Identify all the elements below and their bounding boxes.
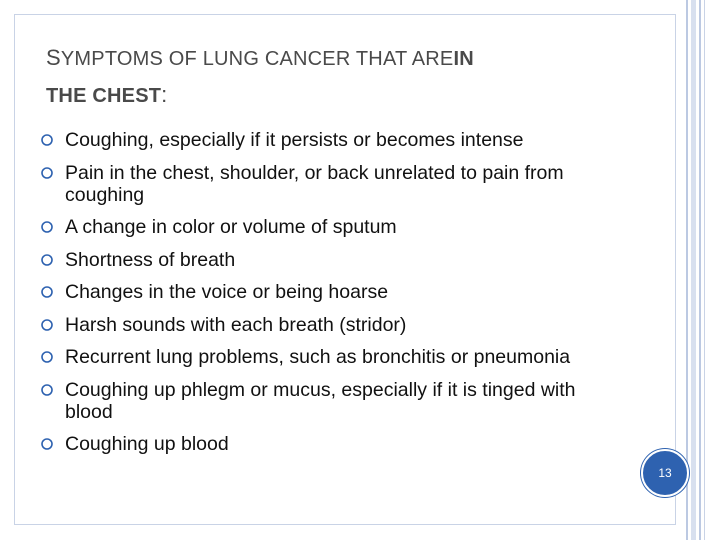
title-line-2: THE CHEST: [46, 82, 168, 107]
ring-bullet-icon [40, 350, 54, 364]
slide-number: 13 [658, 466, 672, 480]
slide-title [46, 40, 646, 114]
ring-bullet-icon [40, 220, 54, 234]
decorative-rail [699, 0, 701, 540]
ring-bullet-icon [40, 285, 54, 299]
decorative-rail [704, 0, 705, 540]
list-item: Recurrent lung problems, such as bronchitis or pneumonia [40, 346, 620, 368]
title-line-1: SYMPTOMS OF LUNG CANCER THAT AREIN [46, 45, 474, 70]
list-item: Harsh sounds with each breath (stridor) [40, 314, 620, 336]
list-item: Shortness of breath [40, 249, 620, 271]
ring-bullet-icon [40, 166, 54, 180]
decorative-rail [691, 0, 696, 540]
decorative-rail [686, 0, 688, 540]
ring-bullet-icon [40, 383, 54, 397]
list-item: Pain in the chest, shoulder, or back unrelated to pain from coughing [40, 162, 620, 206]
ring-bullet-icon [40, 133, 54, 147]
list-item: Coughing up blood [40, 433, 620, 455]
list-item: Changes in the voice or being hoarse [40, 281, 620, 303]
list-item: A change in color or volume of sputum [40, 216, 620, 238]
symptom-list [40, 129, 620, 466]
list-item: Coughing up phlegm or mucus, especially if it is tinged with blood [40, 379, 620, 423]
ring-bullet-icon [40, 318, 54, 332]
slide-number-badge [641, 449, 689, 497]
ring-bullet-icon [40, 253, 54, 267]
list-item: Coughing, especially if it persists or becomes intense [40, 129, 620, 151]
ring-bullet-icon [40, 437, 54, 451]
